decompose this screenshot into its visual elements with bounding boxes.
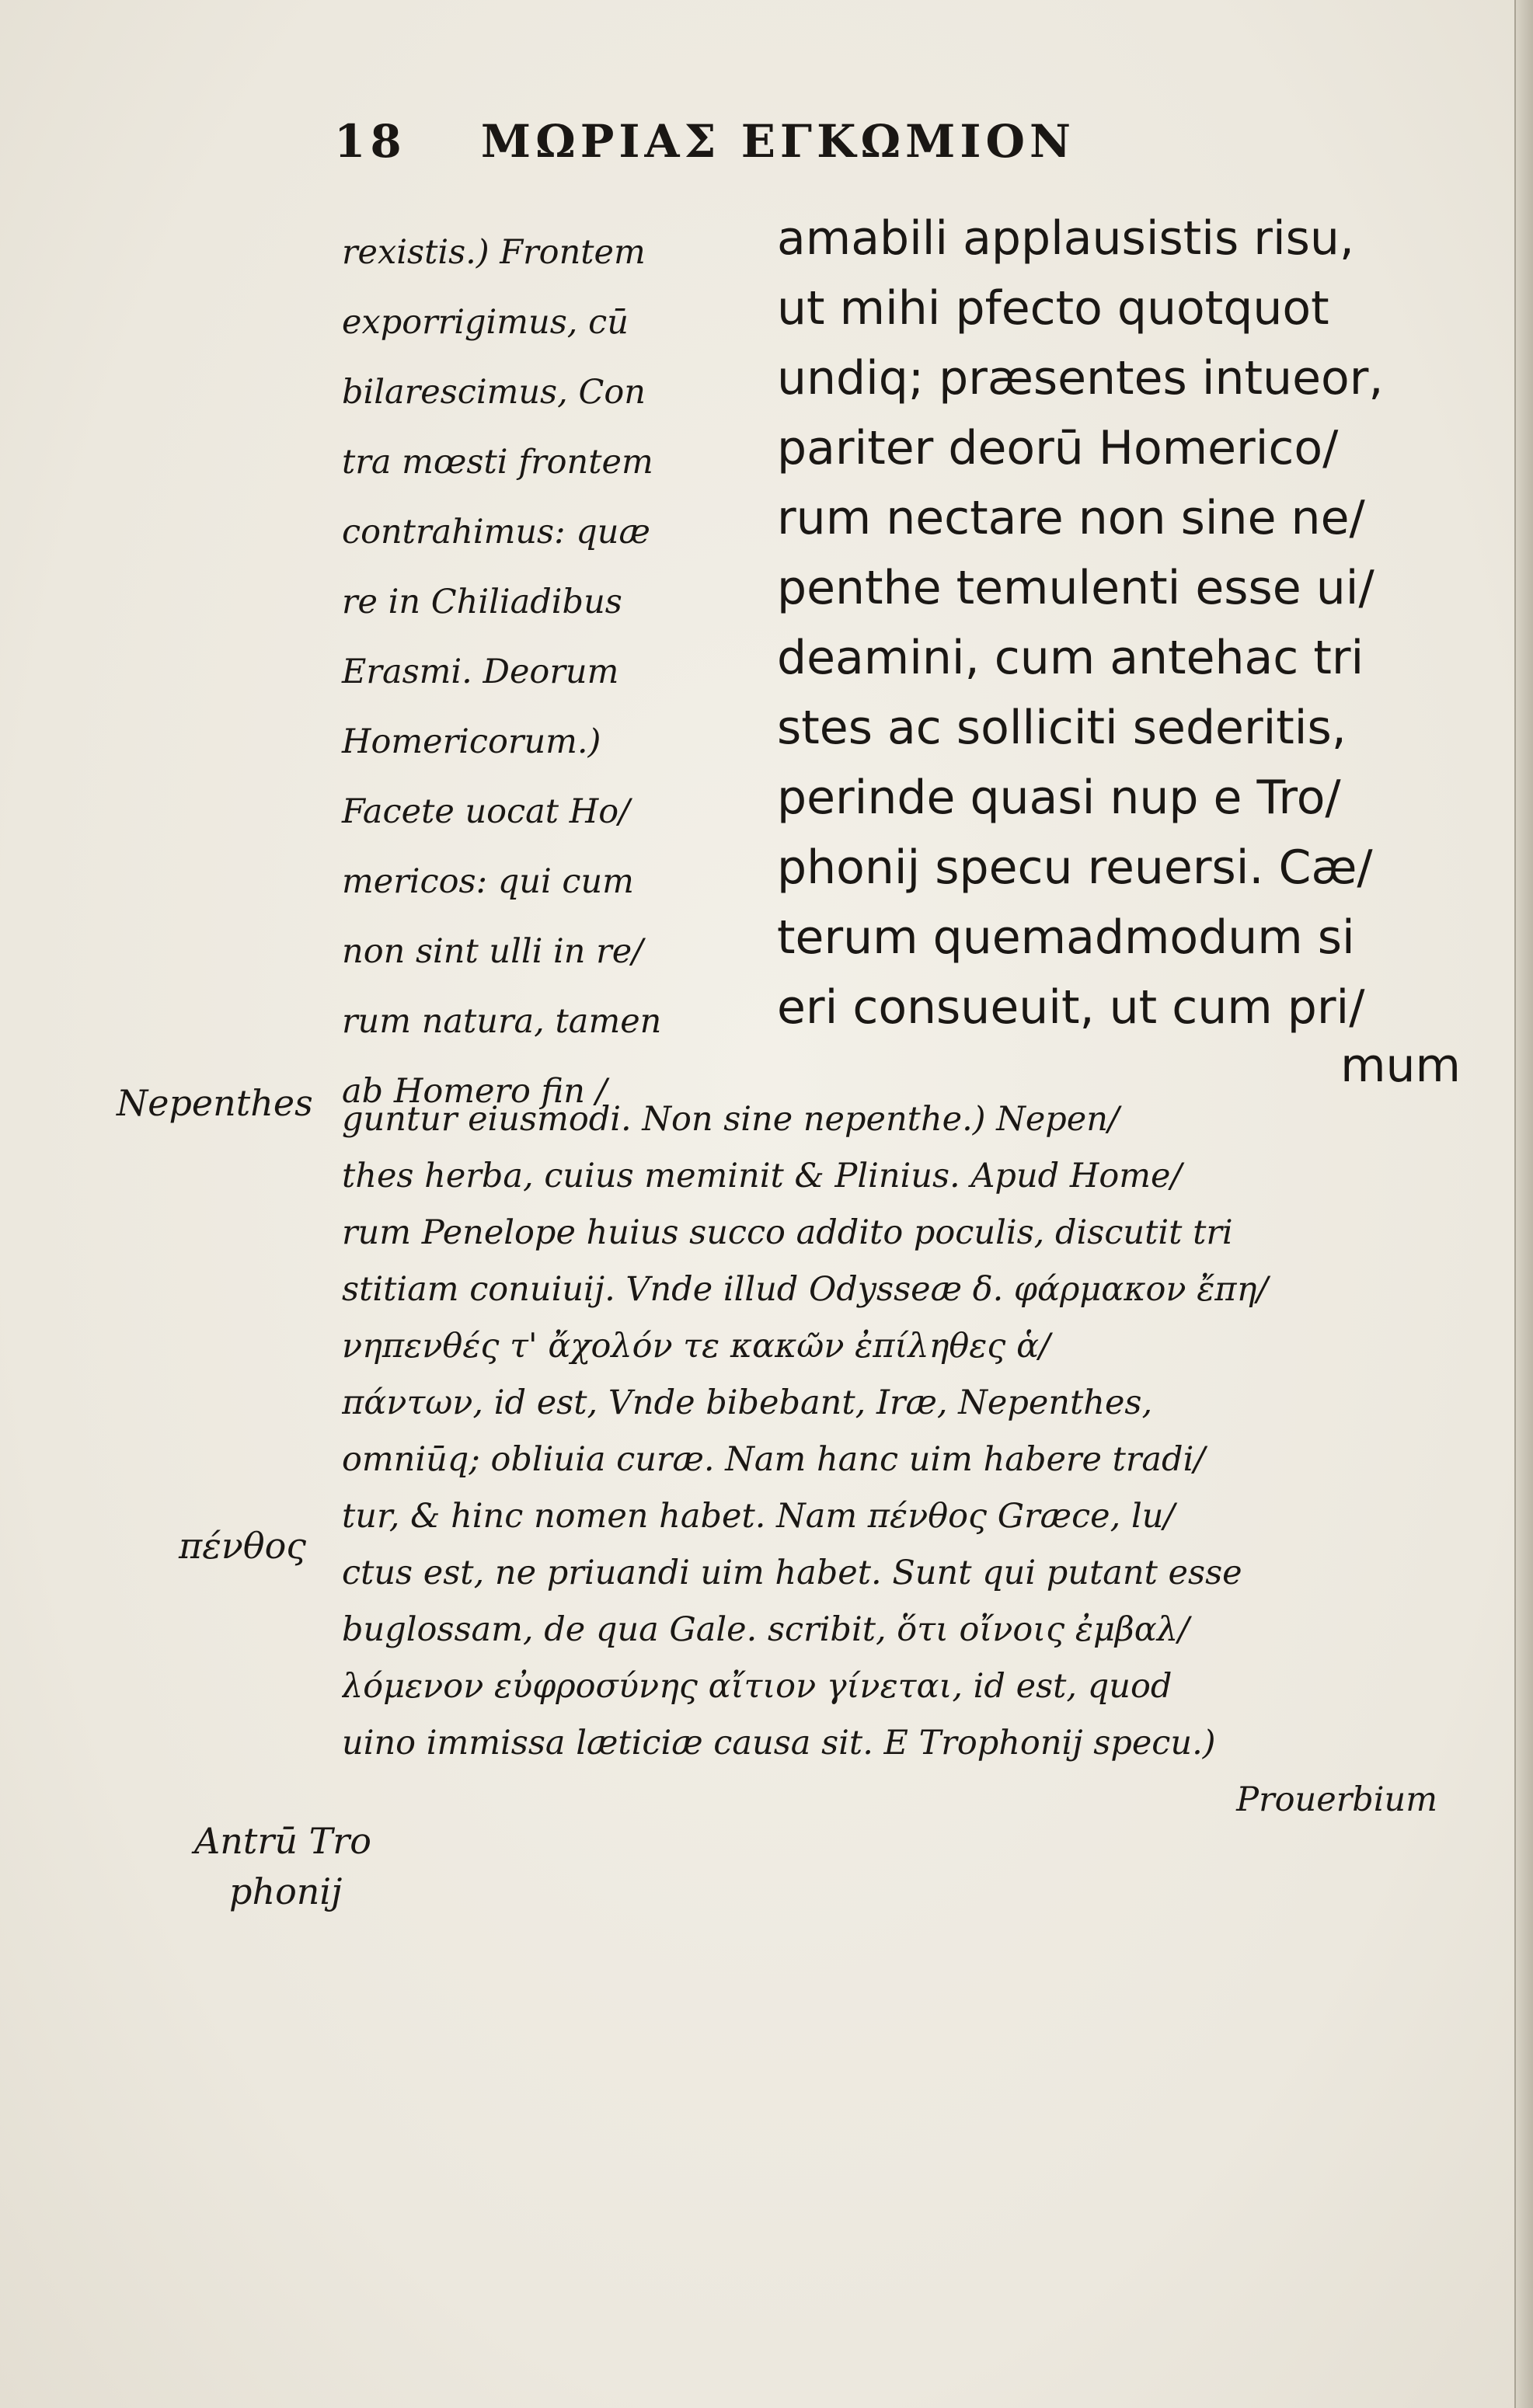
note-catchword: Prouerbium [1236, 1780, 1437, 1819]
note-line: guntur eiusmodi. Non sine nepenthe.) Nepen/ [342, 1100, 1120, 1139]
main-text-line: ut mihi pfecto quotquot [777, 281, 1329, 336]
gloss-line: contrahimus: quæ [342, 513, 650, 552]
gloss-line: Erasmi. Deorum [342, 652, 619, 691]
running-header [334, 115, 1075, 168]
main-text-line: pariter deorū Homerico/ [777, 421, 1339, 475]
gloss-line: Facete uocat Ho/ [342, 792, 630, 831]
main-text-column [777, 204, 1476, 1093]
gloss-line: mericos: qui cum [342, 862, 634, 901]
note-line: νηπενθές τ' ἄχολόν τε κακῶν ἐπίληθες ἁ/ [342, 1327, 1050, 1366]
main-text-line: phonij specu reuersi. Cæ/ [777, 840, 1373, 895]
marginal-note-penthos: πένθος [179, 1525, 307, 1567]
main-text-line: stes ac solliciti sederitis, [777, 701, 1347, 755]
page-number: 18 [334, 115, 406, 168]
main-text-line: deamini, cum antehac tri [777, 631, 1364, 685]
note-line: ctus est, ne priuandi uim habet. Sunt qui putant esse [342, 1554, 1242, 1592]
note-line: πάντων, id est, Vnde bibebant, Iræ, Nepenthes, [342, 1383, 1153, 1422]
commentary-gloss-column [342, 217, 777, 1126]
gloss-line: ab Homero fin / [342, 1072, 608, 1111]
gloss-line: bilarescimus, Con [342, 373, 646, 412]
note-line: thes herba, cuius meminit & Plinius. Apud Home/ [342, 1157, 1182, 1195]
main-text-line: terum quemadmodum si [777, 910, 1355, 965]
gloss-line: rexistis.) Frontem [342, 233, 646, 272]
gloss-line: Homericorum.) [342, 722, 601, 761]
main-text-line: rum nectare non sine ne/ [777, 491, 1365, 545]
main-text-line: amabili applausistis risu, [777, 211, 1354, 266]
main-text-line: eri consueuit, ut cum pri/ [777, 980, 1365, 1035]
gloss-line: exporrigimus, cū [342, 303, 629, 342]
commentary-note-block [342, 1091, 1507, 1829]
gloss-line: re in Chiliadibus [342, 583, 622, 621]
main-text-line: penthe temulenti esse ui/ [777, 561, 1374, 615]
note-line: stitiam conuiuij. Vnde illud Odysseæ δ. φάρμακον ἔπη/ [342, 1270, 1268, 1309]
marginal-note-antrum: Antrū Tro [194, 1820, 371, 1862]
note-line: omniūq; obliuia curæ. Nam hanc uim habere tradi/ [342, 1440, 1205, 1479]
note-line: tur, & hinc nomen habet. Nam πένθος Græce, lu/ [342, 1497, 1175, 1536]
marginal-note-antrum-2: phonij [229, 1870, 343, 1912]
catchword: mum [1340, 1039, 1461, 1093]
main-text-line: perinde quasi nup e Tro/ [777, 771, 1341, 825]
note-line: uino immissa læticiæ causa sit. E Trophonij specu.) [342, 1724, 1216, 1763]
note-line: buglossam, de qua Gale. scribit, ὅτι οἴνοις ἐμβαλ/ [342, 1610, 1190, 1649]
page-edge [1514, 0, 1533, 2408]
note-line: rum Penelope huius succo addito poculis, discutit tri [342, 1213, 1233, 1252]
gloss-line: tra mœsti frontem [342, 443, 653, 482]
note-line: λόμενον εὐφροσύνης αἴτιον γίνεται, id est, quod [342, 1667, 1172, 1706]
gloss-line: rum natura, tamen [342, 1002, 662, 1041]
running-head-title: ΜΩΡΙΑΣ ΕΓΚΩΜΙΟΝ [480, 115, 1075, 168]
main-text-line: undiq; præsentes intueor, [777, 351, 1384, 405]
gloss-line: non sint ulli in re/ [342, 932, 643, 971]
marginal-note-nepenthes: Nepenthes [117, 1082, 313, 1124]
